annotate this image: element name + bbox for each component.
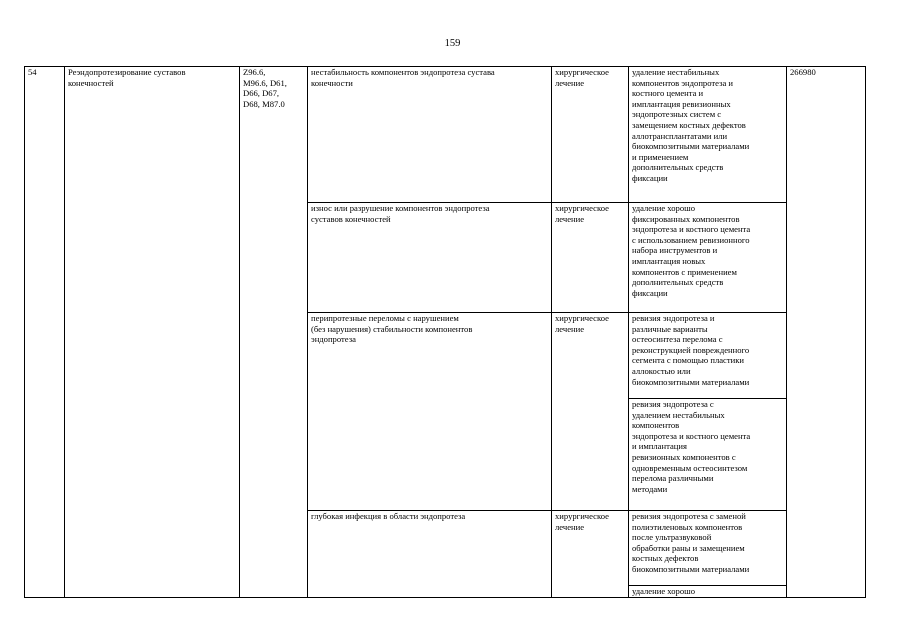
method-cell: ревизия эндопротеза и различные варианты остеосинтеза перелома с реконструкцией поврежденного сегмента с помощью пластики аллокостью или биокомпозитными материалами: [629, 313, 787, 399]
table-row: [25, 67, 866, 203]
method-cell: удаление хорошо: [629, 586, 787, 598]
condition-cell: нестабильность компонентов эндопротеза сустава конечности: [308, 67, 552, 203]
method-cell: удаление нестабильных компонентов эндопротеза и костного цемента и имплантация ревизионных эндопротезных систем с замещением костных дефектов аллотрансплантатами или биокомпозитными материалами и применением дополнительных средств фиксации: [629, 67, 787, 203]
row-number: 54: [25, 67, 65, 598]
method-cell: удаление хорошо фиксированных компонентов эндопротеза и костного цемента с использованием ревизионного набора инструментов и имплантация новых компонентов с применением дополнительных средств фиксации: [629, 203, 787, 313]
treatment-cell: хирургическое лечение: [552, 511, 629, 598]
diagnosis-codes: Z96.6, M96.6, D61, D66, D67, D68, M87.0: [240, 67, 308, 598]
condition-cell: перипротезные переломы с нарушением (без нарушения) стабильности компонентов эндопротеза: [308, 313, 552, 511]
procedure-name: Реэндопротезирование суставов конечностей: [65, 67, 240, 598]
condition-cell: глубокая инфекция в области эндопротеза: [308, 511, 552, 598]
treatment-cell: хирургическое лечение: [552, 203, 629, 313]
treatment-cell: хирургическое лечение: [552, 67, 629, 203]
method-cell: ревизия эндопротеза с заменой полиэтиленовых компонентов после ультразвуковой обработки раны и замещением костных дефектов биокомпозитными материалами: [629, 511, 787, 586]
condition-cell: износ или разрушение компонентов эндопротеза суставов конечностей: [308, 203, 552, 313]
treatment-cell: хирургическое лечение: [552, 313, 629, 511]
procedures-table: [24, 66, 866, 598]
page-number: 159: [444, 38, 461, 49]
method-cell: ревизия эндопротеза с удалением нестабильных компонентов эндопротеза и костного цемента и имплантация ревизионных компонентов с одновременным остеосинтезом перелома различными методами: [629, 399, 787, 511]
cost-value: 266980: [787, 67, 866, 598]
